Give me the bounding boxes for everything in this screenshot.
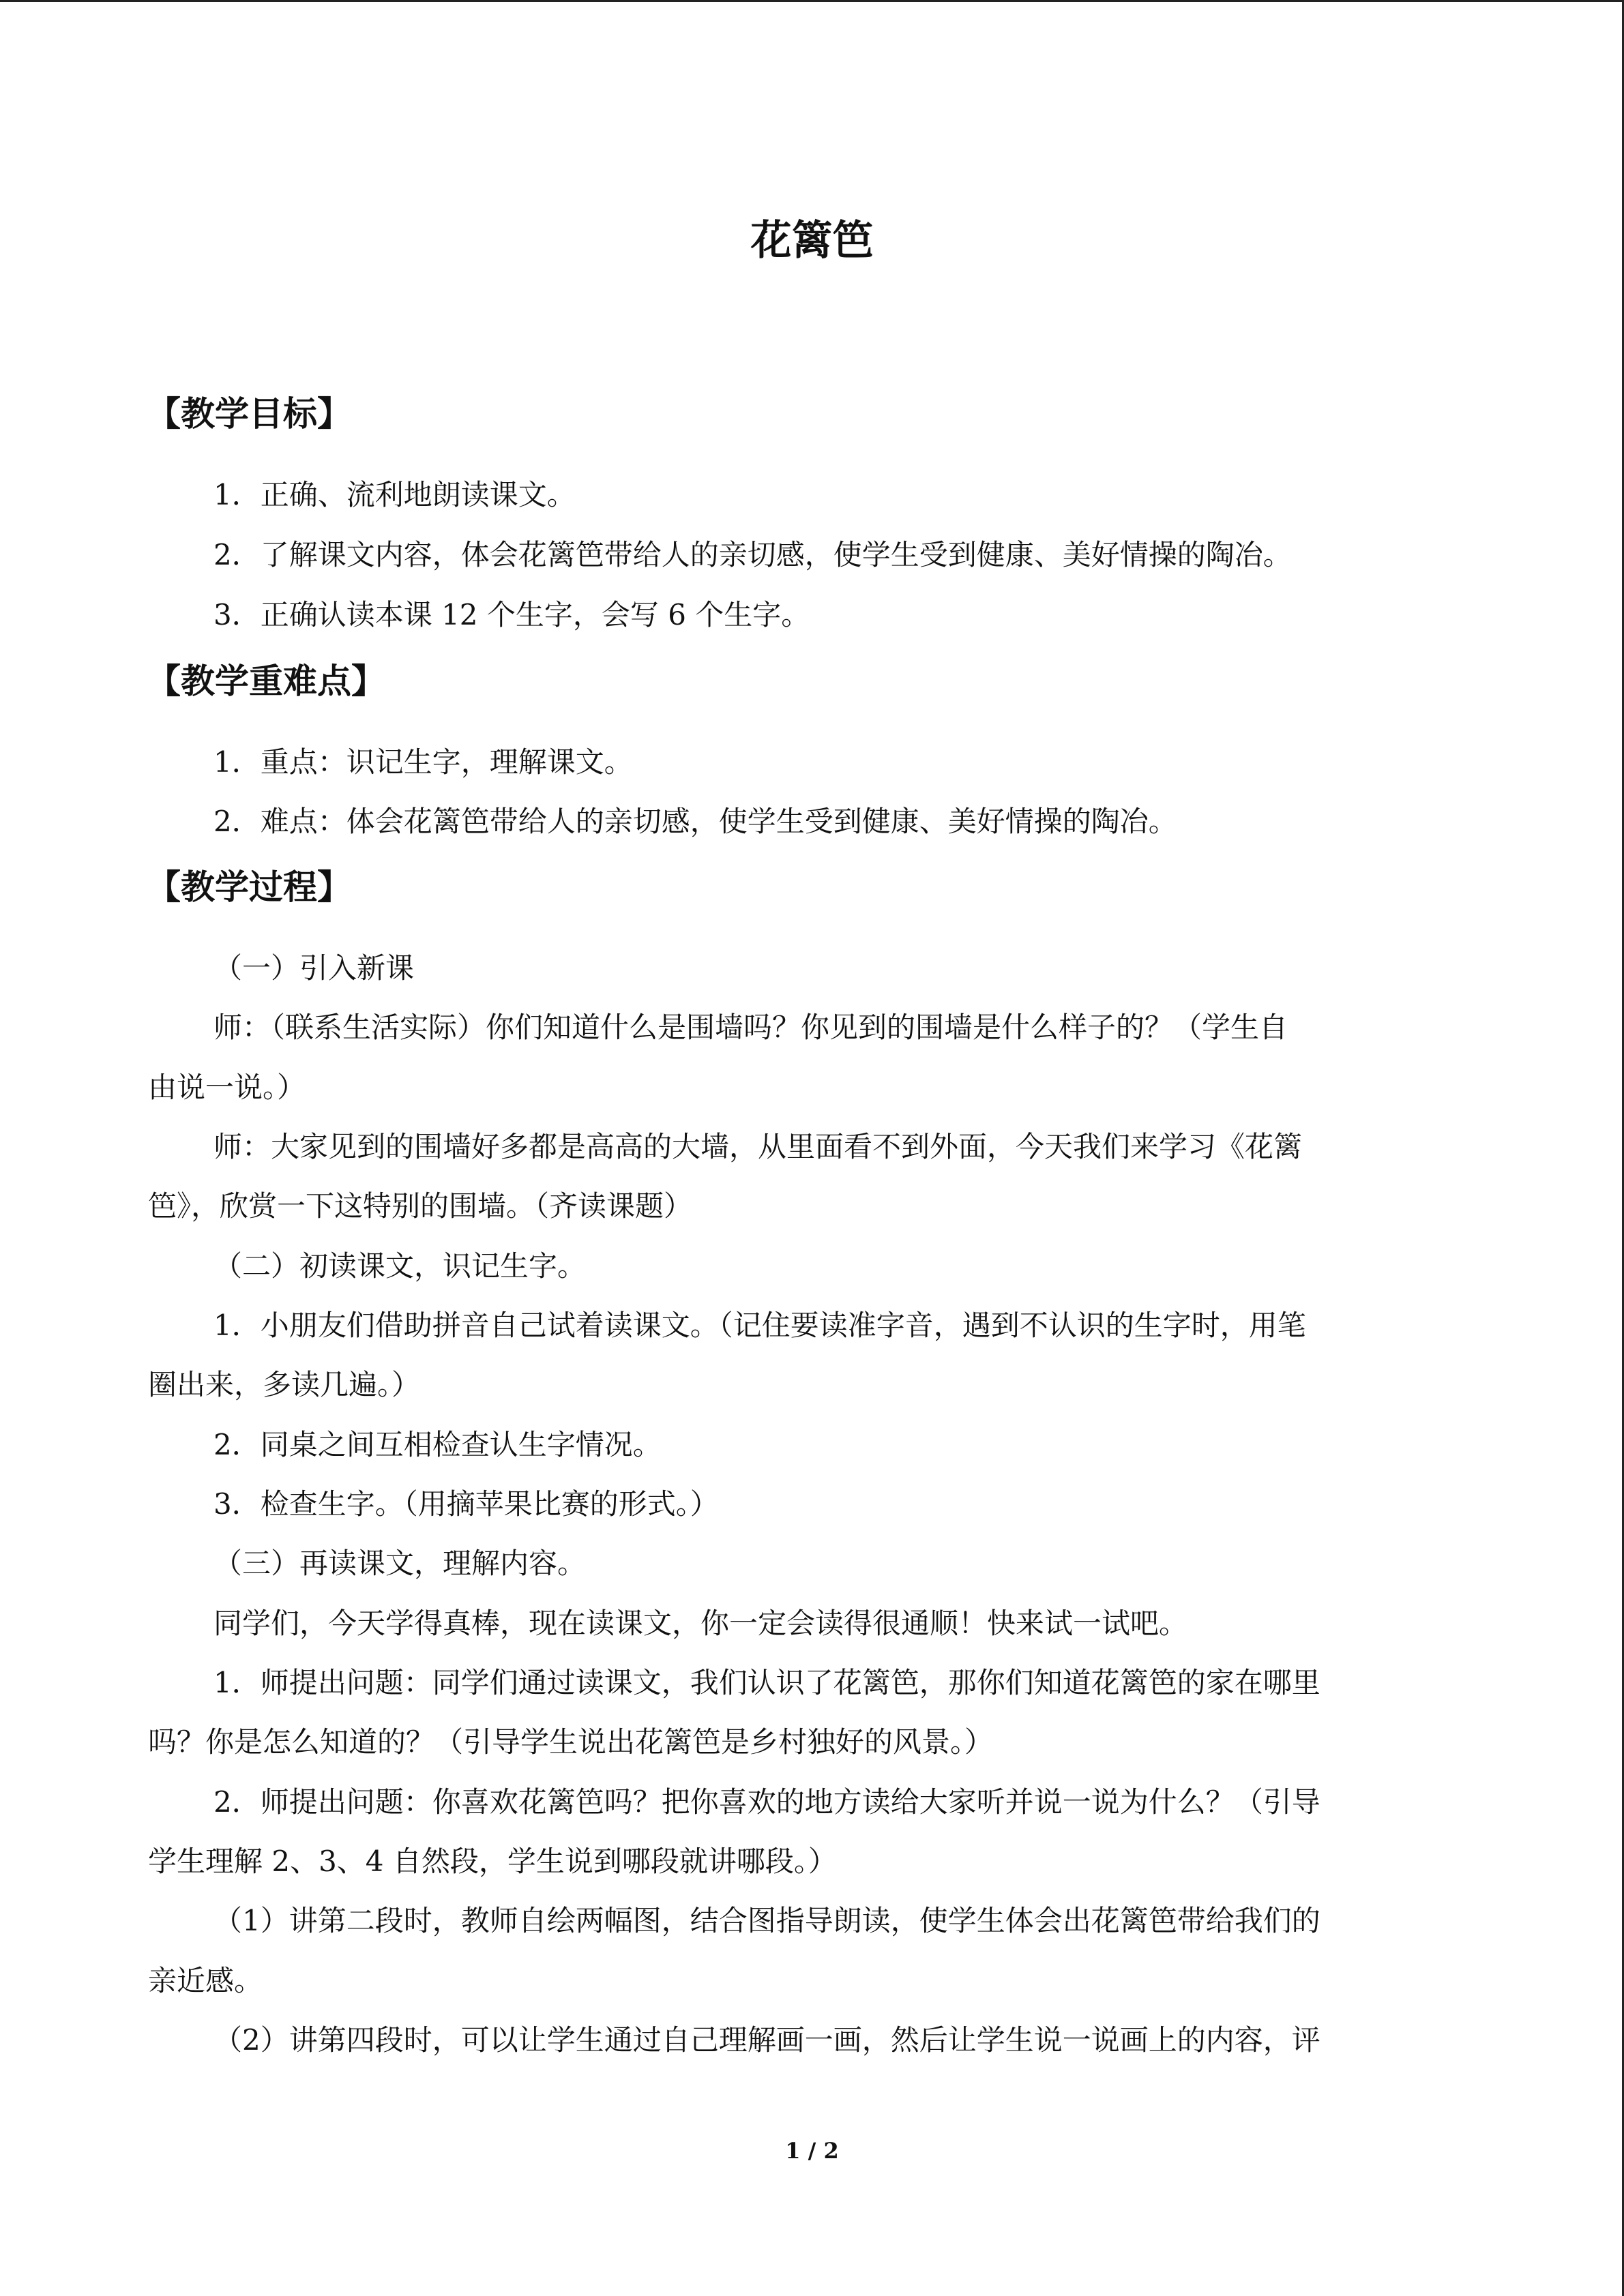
process-line: （一）引入新课 <box>213 951 415 985</box>
document-title: 花篱笆 <box>750 217 874 265</box>
process-line: 2．师提出问题：你喜欢花篱笆吗？把你喜欢的地方读给大家听并说一说为什么？（引导 <box>213 1785 1320 1819</box>
process-line: 吗？你是怎么知道的？（引导学生说出花篱笆是乡村独好的风景。） <box>148 1725 994 1759</box>
process-line: （2）讲第四段时，可以让学生通过自己理解画一画，然后让学生说一说画上的内容，评 <box>213 2023 1320 2057</box>
process-line: 笆》，欣赏一下这特别的围墙。（齐读课题） <box>148 1189 693 1223</box>
objective-item: 1．正确、流利地朗读课文。 <box>213 478 576 511</box>
process-line: （1）讲第二段时，教师自绘两幅图，结合图指导朗读，使学生体会出花篱笆带给我们的 <box>213 1904 1320 1937</box>
key-point-item: 2．难点：体会花篱笆带给人的亲切感，使学生受到健康、美好情操的陶冶。 <box>213 805 1177 838</box>
process-line: 3．检查生字。（用摘苹果比赛的形式。） <box>213 1487 719 1521</box>
process-line: 学生理解 2、3、4 自然段，学生说到哪段就讲哪段。） <box>148 1845 837 1878</box>
process-line: 亲近感。 <box>148 1964 263 1997</box>
process-line: 由说一说。） <box>148 1071 306 1104</box>
process-line: 师：大家见到的围墙好多都是高高的大墙，从里面看不到外面，今天我们来学习《花篱 <box>213 1130 1303 1163</box>
process-line: 2．同桌之间互相检查认生字情况。 <box>213 1428 662 1461</box>
key-point-item: 1．重点：识记生字，理解课文。 <box>213 745 633 779</box>
process-line: 1．小朋友们借助拼音自己试着读课文。（记住要读准字音，遇到不认识的生字时，用笔 <box>213 1309 1306 1342</box>
process-line: 同学们，今天学得真棒，现在读课文，你一定会读得很通顺！快来试一试吧。 <box>213 1607 1188 1640</box>
process-line: （三）再读课文，理解内容。 <box>213 1547 587 1580</box>
section-heading-objectives: 【教学目标】 <box>147 394 351 434</box>
process-line: 圈出来，多读几遍。） <box>148 1368 421 1401</box>
process-line: （二）初读课文，识记生字。 <box>213 1249 587 1283</box>
section-heading-key-points: 【教学重难点】 <box>147 661 385 701</box>
process-line: 1．师提出问题：同学们通过读课文，我们认识了花篱笆，那你们知道花篱笆的家在哪里 <box>213 1666 1320 1699</box>
process-line: 师：（联系生活实际）你们知道什么是围墙吗？你见到的围墙是什么样子的？（学生自 <box>213 1011 1288 1044</box>
page-number: 1 / 2 <box>785 2138 839 2164</box>
objective-item: 2．了解课文内容，体会花篱笆带给人的亲切感，使学生受到健康、美好情操的陶冶。 <box>213 538 1292 571</box>
objective-item: 3．正确认读本课 12 个生字，会写 6 个生字。 <box>213 598 810 631</box>
section-heading-process: 【教学过程】 <box>147 867 351 907</box>
